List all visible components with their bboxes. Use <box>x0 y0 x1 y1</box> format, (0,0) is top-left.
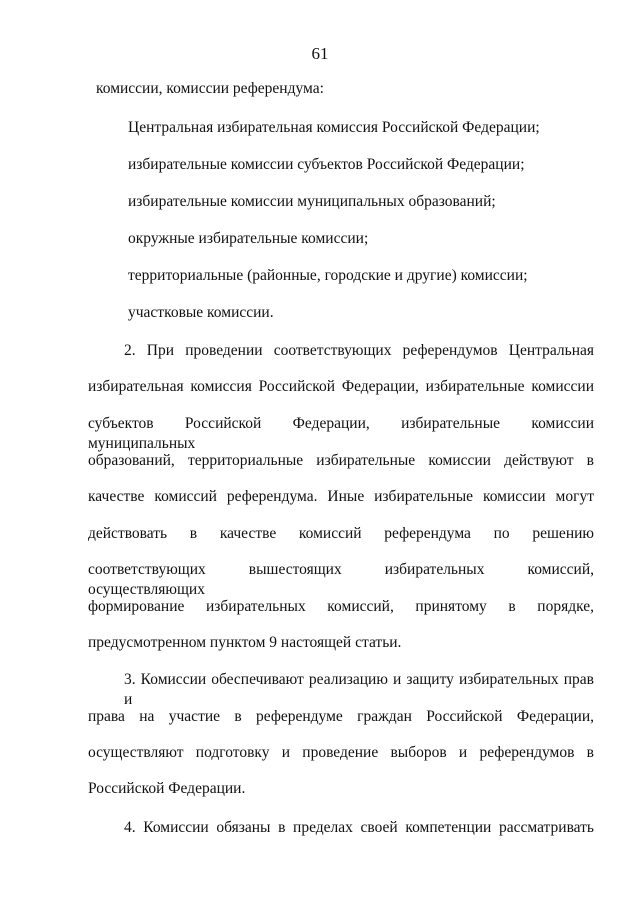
paragraph-line: осуществляют подготовку и проведение выборов и референдумов в <box>88 744 594 761</box>
paragraph-line: формирование избирательных комиссий, принятому в порядке, <box>88 598 594 615</box>
paragraph-line: 3. Комиссии обеспечивают реализацию и защиту избирательных прав и <box>124 671 594 708</box>
paragraph-line: права на участие в референдуме граждан Российской Федерации, <box>88 708 594 725</box>
paragraph-line: избирательная комиссия Российской Федерации, избирательные комиссии <box>88 378 594 395</box>
list-item: Центральная избирательная комиссия Российской Федерации; <box>128 119 540 136</box>
paragraph-line: соответствующих вышестоящих избирательных комиссий, осуществляющих <box>88 561 594 598</box>
list-item: избирательные комиссии субъектов Российской Федерации; <box>128 156 525 173</box>
paragraph-line: Российской Федерации. <box>88 780 246 797</box>
paragraph-line: образований, территориальные избирательные комиссии действуют в <box>88 452 594 469</box>
paragraph-line: действовать в качестве комиссий референдума по решению <box>88 525 594 542</box>
paragraph-line: субъектов Российской Федерации, избирательные комиссии муниципальных <box>88 415 594 452</box>
list-item: окружные избирательные комиссии; <box>128 230 369 247</box>
paragraph-line: 2. При проведении соответствующих референдумов Центральная <box>124 342 594 359</box>
page-number: 61 <box>311 44 329 63</box>
list-item: избирательные комиссии муниципальных образований; <box>128 193 496 210</box>
paragraph-line: 4. Комиссии обязаны в пределах своей компетенции рассматривать <box>124 819 594 836</box>
intro-line: комиссии, комиссии референдума: <box>96 80 324 97</box>
list-item: территориальные (районные, городские и другие) комиссии; <box>128 267 528 284</box>
list-item: участковые комиссии. <box>128 304 274 321</box>
paragraph-line: предусмотренном пунктом 9 настоящей статьи. <box>88 634 402 651</box>
paragraph-line: качестве комиссий референдума. Иные избирательные комиссии могут <box>88 488 594 505</box>
